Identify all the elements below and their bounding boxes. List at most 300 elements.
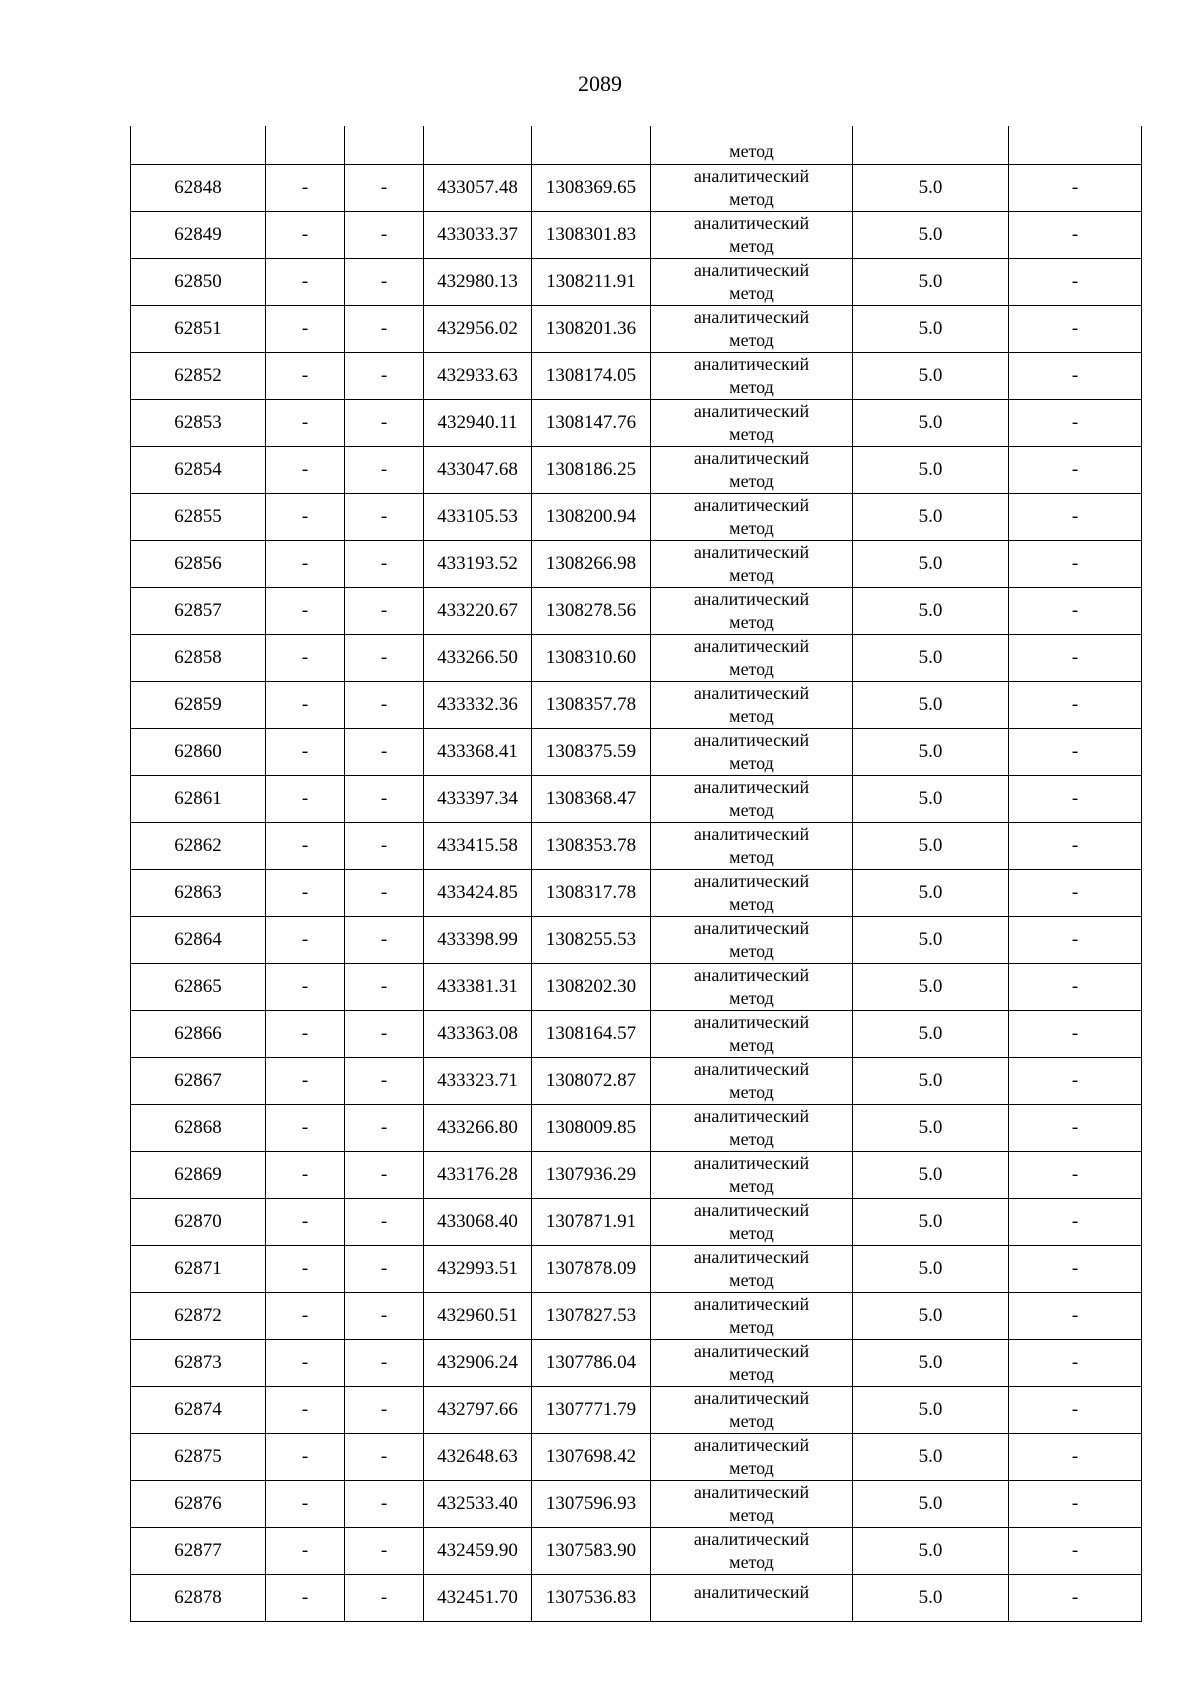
method-line-1: аналитический <box>693 1529 810 1549</box>
point-number-cell: 62855 <box>131 494 266 541</box>
point-number-cell <box>131 126 266 165</box>
column-2-cell: - <box>266 1434 345 1481</box>
point-number-cell: 62859 <box>131 682 266 729</box>
table-row <box>131 588 1142 635</box>
column-2-cell <box>266 126 345 165</box>
description-cell: - <box>1009 494 1142 541</box>
method-cell <box>651 1199 853 1246</box>
column-3-cell: - <box>345 917 424 964</box>
method-line-2: метод <box>729 1458 774 1478</box>
column-3-cell: - <box>345 1481 424 1528</box>
column-2-cell: - <box>266 1481 345 1528</box>
method-line-1: аналитический <box>693 1294 810 1314</box>
description-cell: - <box>1009 212 1142 259</box>
method-cell <box>651 1293 853 1340</box>
table-row <box>131 1575 1142 1622</box>
method-line-2: метод <box>729 706 774 726</box>
table-row <box>131 1105 1142 1152</box>
accuracy-cell: 5.0 <box>853 353 1009 400</box>
method-line-2: метод <box>729 330 774 350</box>
column-3-cell: - <box>345 635 424 682</box>
column-2-cell: - <box>266 541 345 588</box>
method-line-2: метод <box>729 283 774 303</box>
method-line-1: аналитический <box>693 1482 810 1502</box>
method-cell <box>651 1152 853 1199</box>
method-line-1: аналитический <box>693 213 810 233</box>
method-line-2: метод <box>729 1176 774 1196</box>
method-line-2: метод <box>729 424 774 444</box>
point-number-cell: 62871 <box>131 1246 266 1293</box>
x-coordinate-cell: 433323.71 <box>424 1058 532 1105</box>
description-cell: - <box>1009 400 1142 447</box>
column-2-cell: - <box>266 823 345 870</box>
method-cell <box>651 165 853 212</box>
accuracy-cell: 5.0 <box>853 682 1009 729</box>
point-number-cell: 62849 <box>131 212 266 259</box>
x-coordinate-cell: 432960.51 <box>424 1293 532 1340</box>
accuracy-cell: 5.0 <box>853 1058 1009 1105</box>
accuracy-cell: 5.0 <box>853 776 1009 823</box>
column-2-cell: - <box>266 1340 345 1387</box>
method-line-1: аналитический <box>693 824 810 844</box>
method-line-1: аналитический <box>693 495 810 515</box>
method-line-1: аналитический <box>693 777 810 797</box>
point-number-cell: 62857 <box>131 588 266 635</box>
method-line-2: метод <box>729 753 774 773</box>
method-line-1: аналитический <box>693 1012 810 1032</box>
column-3-cell: - <box>345 682 424 729</box>
column-3-cell: - <box>345 1434 424 1481</box>
x-coordinate-cell: 432459.90 <box>424 1528 532 1575</box>
x-coordinate-cell: 433047.68 <box>424 447 532 494</box>
method-line-2: метод <box>729 659 774 679</box>
column-2-cell: - <box>266 870 345 917</box>
method-line-2: метод <box>729 518 774 538</box>
method-cell <box>651 1575 853 1622</box>
y-coordinate-cell: 1308174.05 <box>532 353 651 400</box>
description-cell: - <box>1009 1575 1142 1622</box>
column-2-cell: - <box>266 306 345 353</box>
y-coordinate-cell: 1308353.78 <box>532 823 651 870</box>
method-cell <box>651 917 853 964</box>
method-cell <box>651 870 853 917</box>
accuracy-cell: 5.0 <box>853 1152 1009 1199</box>
method-line-1: аналитический <box>693 401 810 421</box>
table-row <box>131 870 1142 917</box>
method-line-1: аналитический <box>693 307 810 327</box>
x-coordinate-cell <box>424 126 532 165</box>
x-coordinate-cell: 432906.24 <box>424 1340 532 1387</box>
method-cell <box>651 259 853 306</box>
method-line-1: аналитический <box>693 260 810 280</box>
x-coordinate-cell: 432451.70 <box>424 1575 532 1622</box>
description-cell: - <box>1009 1528 1142 1575</box>
method-line-1: аналитический <box>693 871 810 891</box>
method-line-2: метод <box>729 236 774 256</box>
x-coordinate-cell: 433068.40 <box>424 1199 532 1246</box>
column-3-cell: - <box>345 494 424 541</box>
method-cell <box>651 400 853 447</box>
y-coordinate-cell: 1308369.65 <box>532 165 651 212</box>
y-coordinate-cell: 1308301.83 <box>532 212 651 259</box>
accuracy-cell: 5.0 <box>853 823 1009 870</box>
column-2-cell: - <box>266 259 345 306</box>
x-coordinate-cell: 433424.85 <box>424 870 532 917</box>
description-cell: - <box>1009 353 1142 400</box>
point-number-cell: 62866 <box>131 1011 266 1058</box>
method-line-1: аналитический <box>693 1200 810 1220</box>
method-cell <box>651 126 853 165</box>
table-row <box>131 306 1142 353</box>
column-2-cell: - <box>266 1528 345 1575</box>
method-cell <box>651 635 853 682</box>
accuracy-cell: 5.0 <box>853 1105 1009 1152</box>
point-number-cell: 62877 <box>131 1528 266 1575</box>
method-cell <box>651 729 853 776</box>
column-3-cell: - <box>345 165 424 212</box>
description-cell: - <box>1009 823 1142 870</box>
point-number-cell: 62872 <box>131 1293 266 1340</box>
accuracy-cell: 5.0 <box>853 1481 1009 1528</box>
column-3-cell: - <box>345 823 424 870</box>
y-coordinate-cell: 1308186.25 <box>532 447 651 494</box>
method-line-1: аналитический <box>693 1059 810 1079</box>
method-line-1: аналитический <box>693 1582 810 1602</box>
accuracy-cell: 5.0 <box>853 635 1009 682</box>
point-number-cell: 62860 <box>131 729 266 776</box>
column-2-cell: - <box>266 212 345 259</box>
point-number-cell: 62869 <box>131 1152 266 1199</box>
page-number: 2089 <box>578 71 622 96</box>
method-line-1: аналитический <box>693 683 810 703</box>
x-coordinate-cell: 432797.66 <box>424 1387 532 1434</box>
column-2-cell: - <box>266 917 345 964</box>
accuracy-cell: 5.0 <box>853 1387 1009 1434</box>
method-line-1: аналитический <box>693 1153 810 1173</box>
point-number-cell: 62858 <box>131 635 266 682</box>
description-cell: - <box>1009 588 1142 635</box>
table-row <box>131 917 1142 964</box>
table-row <box>131 1199 1142 1246</box>
accuracy-cell: 5.0 <box>853 917 1009 964</box>
table-row <box>131 729 1142 776</box>
accuracy-cell: 5.0 <box>853 729 1009 776</box>
accuracy-cell: 5.0 <box>853 400 1009 447</box>
table-row <box>131 494 1142 541</box>
method-line-2: метод <box>729 1505 774 1525</box>
method-cell <box>651 353 853 400</box>
point-number-cell: 62863 <box>131 870 266 917</box>
y-coordinate-cell: 1308310.60 <box>532 635 651 682</box>
column-3-cell: - <box>345 400 424 447</box>
method-cell <box>651 588 853 635</box>
method-cell <box>651 823 853 870</box>
description-cell: - <box>1009 635 1142 682</box>
accuracy-cell: 5.0 <box>853 1575 1009 1622</box>
method-line-2: метод <box>729 377 774 397</box>
column-2-cell: - <box>266 447 345 494</box>
x-coordinate-cell: 433415.58 <box>424 823 532 870</box>
method-cell <box>651 306 853 353</box>
y-coordinate-cell: 1308200.94 <box>532 494 651 541</box>
x-coordinate-cell: 432933.63 <box>424 353 532 400</box>
table-row <box>131 353 1142 400</box>
description-cell: - <box>1009 1058 1142 1105</box>
column-3-cell: - <box>345 1105 424 1152</box>
column-3-cell: - <box>345 588 424 635</box>
accuracy-cell: 5.0 <box>853 1199 1009 1246</box>
accuracy-cell: 5.0 <box>853 1246 1009 1293</box>
table-row <box>131 682 1142 729</box>
method-line-2: метод <box>729 565 774 585</box>
column-2-cell: - <box>266 353 345 400</box>
method-line-2: метод <box>729 189 774 209</box>
x-coordinate-cell: 433266.80 <box>424 1105 532 1152</box>
x-coordinate-cell: 432940.11 <box>424 400 532 447</box>
column-2-cell: - <box>266 964 345 1011</box>
method-cell <box>651 541 853 588</box>
accuracy-cell: 5.0 <box>853 541 1009 588</box>
column-2-cell: - <box>266 1293 345 1340</box>
method-cell <box>651 1528 853 1575</box>
point-number-cell: 62848 <box>131 165 266 212</box>
table-row <box>131 1434 1142 1481</box>
method-line-2: метод <box>729 1317 774 1337</box>
column-2-cell: - <box>266 1105 345 1152</box>
description-cell: - <box>1009 1387 1142 1434</box>
method-cell <box>651 212 853 259</box>
point-number-cell: 62865 <box>131 964 266 1011</box>
column-2-cell: - <box>266 1246 345 1293</box>
method-cell <box>651 494 853 541</box>
column-3-cell <box>345 126 424 165</box>
description-cell: - <box>1009 259 1142 306</box>
method-line-2: метод <box>729 941 774 961</box>
method-line-2: метод <box>729 894 774 914</box>
accuracy-cell: 5.0 <box>853 1340 1009 1387</box>
y-coordinate-cell: 1308201.36 <box>532 306 651 353</box>
method-line-1: аналитический <box>693 1388 810 1408</box>
method-line-1: аналитический <box>693 542 810 562</box>
point-number-cell: 62876 <box>131 1481 266 1528</box>
column-2-cell: - <box>266 635 345 682</box>
column-2-cell: - <box>266 1575 345 1622</box>
column-2-cell: - <box>266 1152 345 1199</box>
point-number-cell: 62868 <box>131 1105 266 1152</box>
method-line-2: метод <box>729 1082 774 1102</box>
description-cell: - <box>1009 1481 1142 1528</box>
method-line-2: метод <box>729 800 774 820</box>
x-coordinate-cell: 433220.67 <box>424 588 532 635</box>
column-2-cell: - <box>266 1011 345 1058</box>
column-2-cell: - <box>266 400 345 447</box>
table-row <box>131 1387 1142 1434</box>
y-coordinate-cell: 1308278.56 <box>532 588 651 635</box>
y-coordinate-cell: 1308202.30 <box>532 964 651 1011</box>
accuracy-cell: 5.0 <box>853 447 1009 494</box>
point-number-cell: 62854 <box>131 447 266 494</box>
table-row <box>131 964 1142 1011</box>
table-row <box>131 541 1142 588</box>
description-cell: - <box>1009 1340 1142 1387</box>
y-coordinate-cell: 1308375.59 <box>532 729 651 776</box>
y-coordinate-cell: 1307596.93 <box>532 1481 651 1528</box>
point-number-cell: 62875 <box>131 1434 266 1481</box>
table-row <box>131 1058 1142 1105</box>
y-coordinate-cell: 1308317.78 <box>532 870 651 917</box>
point-number-cell: 62850 <box>131 259 266 306</box>
column-3-cell: - <box>345 447 424 494</box>
description-cell: - <box>1009 1434 1142 1481</box>
y-coordinate-cell: 1308072.87 <box>532 1058 651 1105</box>
method-cell <box>651 447 853 494</box>
y-coordinate-cell: 1308211.91 <box>532 259 651 306</box>
point-number-cell: 62878 <box>131 1575 266 1622</box>
method-line-2: метод <box>729 1223 774 1243</box>
method-line-1: аналитический <box>693 589 810 609</box>
coordinates-table <box>130 126 1142 1622</box>
method-line-2: метод <box>729 1035 774 1055</box>
method-cell <box>651 1340 853 1387</box>
point-number-cell: 62861 <box>131 776 266 823</box>
method-line-1: аналитический <box>693 354 810 374</box>
table-row <box>131 823 1142 870</box>
description-cell: - <box>1009 917 1142 964</box>
column-2-cell: - <box>266 1199 345 1246</box>
x-coordinate-cell: 433381.31 <box>424 964 532 1011</box>
description-cell: - <box>1009 1011 1142 1058</box>
y-coordinate-cell: 1307878.09 <box>532 1246 651 1293</box>
description-cell: - <box>1009 870 1142 917</box>
y-coordinate-cell: 1308009.85 <box>532 1105 651 1152</box>
y-coordinate-cell: 1308357.78 <box>532 682 651 729</box>
accuracy-cell: 5.0 <box>853 259 1009 306</box>
method-line-2: метод <box>729 1129 774 1149</box>
method-line-1: аналитический <box>693 166 810 186</box>
column-3-cell: - <box>345 353 424 400</box>
table-row <box>131 776 1142 823</box>
method-line-2: метод <box>729 1364 774 1384</box>
column-3-cell: - <box>345 541 424 588</box>
column-2-cell: - <box>266 1387 345 1434</box>
table-row <box>131 212 1142 259</box>
point-number-cell: 62864 <box>131 917 266 964</box>
accuracy-cell: 5.0 <box>853 165 1009 212</box>
method-cell <box>651 1105 853 1152</box>
point-number-cell: 62867 <box>131 1058 266 1105</box>
method-line-1: аналитический <box>693 1341 810 1361</box>
x-coordinate-cell: 433332.36 <box>424 682 532 729</box>
description-cell: - <box>1009 165 1142 212</box>
description-cell: - <box>1009 1293 1142 1340</box>
method-cell <box>651 1058 853 1105</box>
method-line-1: аналитический <box>693 965 810 985</box>
column-3-cell: - <box>345 776 424 823</box>
point-number-cell: 62870 <box>131 1199 266 1246</box>
x-coordinate-cell: 432956.02 <box>424 306 532 353</box>
point-number-cell: 62851 <box>131 306 266 353</box>
method-line-1: аналитический <box>693 1247 810 1267</box>
description-cell: - <box>1009 964 1142 1011</box>
accuracy-cell: 5.0 <box>853 212 1009 259</box>
y-coordinate-cell: 1307536.83 <box>532 1575 651 1622</box>
accuracy-cell: 5.0 <box>853 306 1009 353</box>
column-2-cell: - <box>266 165 345 212</box>
column-3-cell: - <box>345 1246 424 1293</box>
column-2-cell: - <box>266 494 345 541</box>
column-3-cell: - <box>345 1387 424 1434</box>
x-coordinate-cell: 433397.34 <box>424 776 532 823</box>
x-coordinate-cell: 433363.08 <box>424 1011 532 1058</box>
accuracy-cell <box>853 126 1009 165</box>
description-cell: - <box>1009 1246 1142 1293</box>
column-3-cell: - <box>345 1152 424 1199</box>
description-cell: - <box>1009 1105 1142 1152</box>
table-row <box>131 1340 1142 1387</box>
point-number-cell: 62862 <box>131 823 266 870</box>
method-cell <box>651 1246 853 1293</box>
accuracy-cell: 5.0 <box>853 494 1009 541</box>
column-3-cell: - <box>345 1528 424 1575</box>
table-row <box>131 447 1142 494</box>
x-coordinate-cell: 432980.13 <box>424 259 532 306</box>
method-line-2: метод <box>729 1270 774 1290</box>
column-2-cell: - <box>266 588 345 635</box>
point-number-cell: 62873 <box>131 1340 266 1387</box>
x-coordinate-cell: 433266.50 <box>424 635 532 682</box>
accuracy-cell: 5.0 <box>853 1011 1009 1058</box>
table-body <box>131 126 1142 1622</box>
column-3-cell: - <box>345 1011 424 1058</box>
description-cell: - <box>1009 447 1142 494</box>
method-line-2: метод <box>729 1411 774 1431</box>
column-2-cell: - <box>266 682 345 729</box>
accuracy-cell: 5.0 <box>853 964 1009 1011</box>
table-row <box>131 400 1142 447</box>
table-row <box>131 1246 1142 1293</box>
accuracy-cell: 5.0 <box>853 588 1009 635</box>
y-coordinate-cell: 1307771.79 <box>532 1387 651 1434</box>
table-row <box>131 635 1142 682</box>
method-line-2: метод <box>729 471 774 491</box>
description-cell: - <box>1009 541 1142 588</box>
table-row <box>131 1528 1142 1575</box>
y-coordinate-cell: 1308368.47 <box>532 776 651 823</box>
point-number-cell: 62852 <box>131 353 266 400</box>
point-number-cell: 62853 <box>131 400 266 447</box>
x-coordinate-cell: 433176.28 <box>424 1152 532 1199</box>
column-2-cell: - <box>266 1058 345 1105</box>
column-3-cell: - <box>345 1293 424 1340</box>
method-cell <box>651 682 853 729</box>
x-coordinate-cell: 433033.37 <box>424 212 532 259</box>
description-cell: - <box>1009 306 1142 353</box>
y-coordinate-cell <box>532 126 651 165</box>
description-cell: - <box>1009 1152 1142 1199</box>
method-cell <box>651 1011 853 1058</box>
table-row <box>131 1152 1142 1199</box>
method-line-1: аналитический <box>693 1106 810 1126</box>
accuracy-cell: 5.0 <box>853 1528 1009 1575</box>
accuracy-cell: 5.0 <box>853 1434 1009 1481</box>
y-coordinate-cell: 1307786.04 <box>532 1340 651 1387</box>
table-row <box>131 1011 1142 1058</box>
x-coordinate-cell: 433057.48 <box>424 165 532 212</box>
column-2-cell: - <box>266 776 345 823</box>
description-cell: - <box>1009 729 1142 776</box>
y-coordinate-cell: 1308255.53 <box>532 917 651 964</box>
column-3-cell: - <box>345 306 424 353</box>
